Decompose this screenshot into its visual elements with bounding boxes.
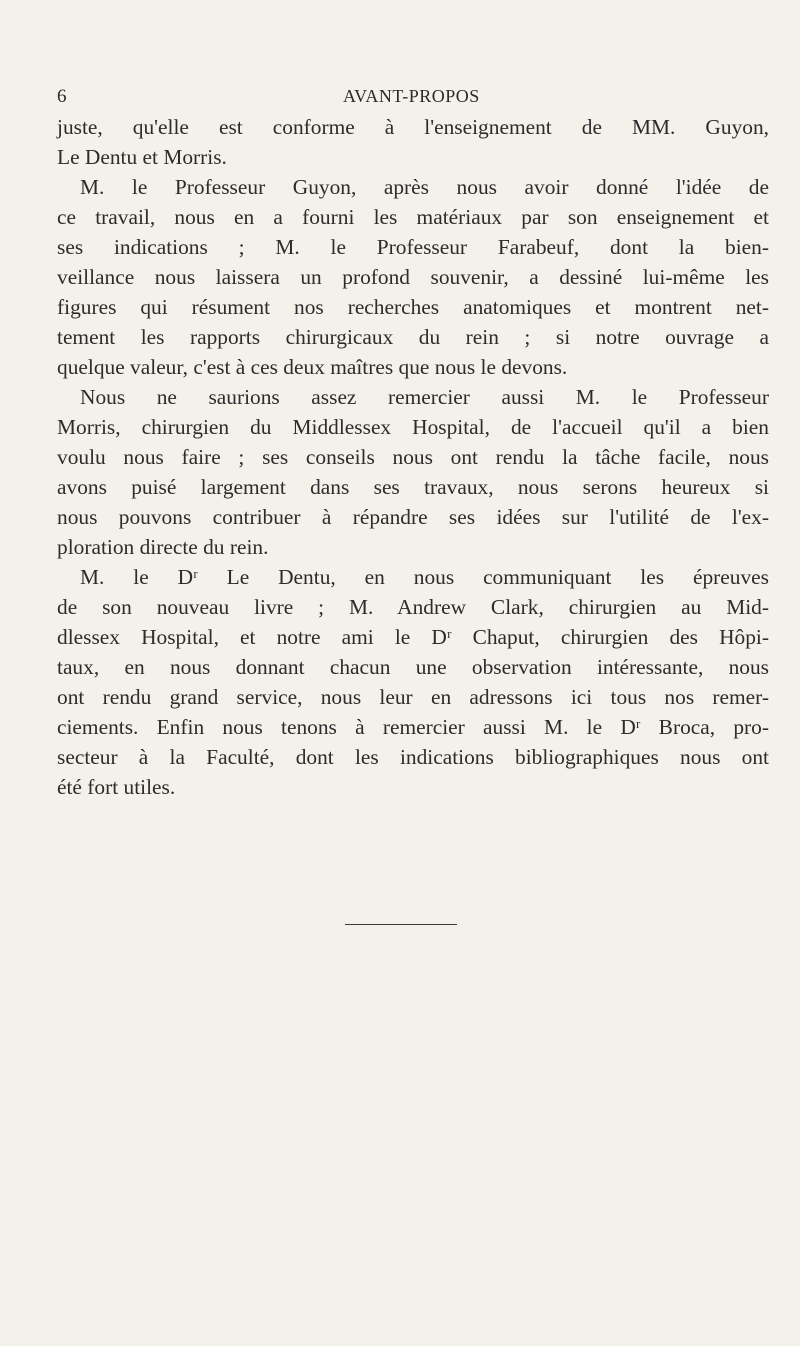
text-line: secteur à la Faculté, dont les indications bibliographiques nous ont	[57, 745, 769, 769]
text-line: figures qui résument nos recherches anatomiques et montrent net-	[57, 295, 769, 319]
text-line: ont rendu grand service, nous leur en adressons ici tous nos remer-	[57, 685, 769, 709]
text-line: avons puisé largement dans ses travaux, nous serons heureux si	[57, 475, 769, 499]
text-line: quelque valeur, c'est à ces deux maîtres que nous le devons.	[57, 355, 568, 379]
text-line: juste, qu'elle est conforme à l'enseignement de MM. Guyon,	[57, 115, 769, 139]
text-line: été fort utiles.	[57, 775, 176, 799]
text-line: ses indications ; M. le Professeur Farabeuf, dont la bien-	[57, 235, 769, 259]
text-line: dlessex Hospital, et notre ami le Dʳ Chaput, chirurgien des Hôpi-	[57, 625, 769, 649]
page-header	[57, 86, 767, 112]
page-number: 6	[57, 86, 67, 107]
text-line: veillance nous laissera un profond souvenir, a dessiné lui-même les	[57, 265, 769, 289]
running-title: AVANT-PROPOS	[343, 86, 480, 106]
text-line: voulu nous faire ; ses conseils nous ont rendu la tâche facile, nous	[57, 445, 769, 469]
text-line: ciements. Enfin nous tenons à remercier aussi M. le Dʳ Broca, pro-	[57, 715, 769, 739]
text-line: taux, en nous donnant chacun une observation intéressante, nous	[57, 655, 769, 679]
text-line: Nous ne saurions assez remercier aussi M. le Professeur	[80, 385, 769, 409]
body-text	[57, 112, 769, 802]
text-line: de son nouveau livre ; M. Andrew Clark, chirurgien au Mid-	[57, 595, 769, 619]
text-line: Morris, chirurgien du Middlessex Hospital, de l'accueil qu'il a bien	[57, 415, 769, 439]
text-line: ce travail, nous en a fourni les matériaux par son enseignement et	[57, 205, 769, 229]
text-line: M. le Professeur Guyon, après nous avoir donné l'idée de	[80, 175, 769, 199]
text-line: tement les rapports chirurgicaux du rein ; si notre ouvrage a	[57, 325, 769, 349]
text-line: Le Dentu et Morris.	[57, 145, 227, 169]
text-line: nous pouvons contribuer à répandre ses idées sur l'utilité de l'ex-	[57, 505, 769, 529]
section-divider	[345, 924, 457, 925]
text-line: ploration directe du rein.	[57, 535, 269, 559]
text-line: M. le Dʳ Le Dentu, en nous communiquant les épreuves	[80, 565, 769, 589]
